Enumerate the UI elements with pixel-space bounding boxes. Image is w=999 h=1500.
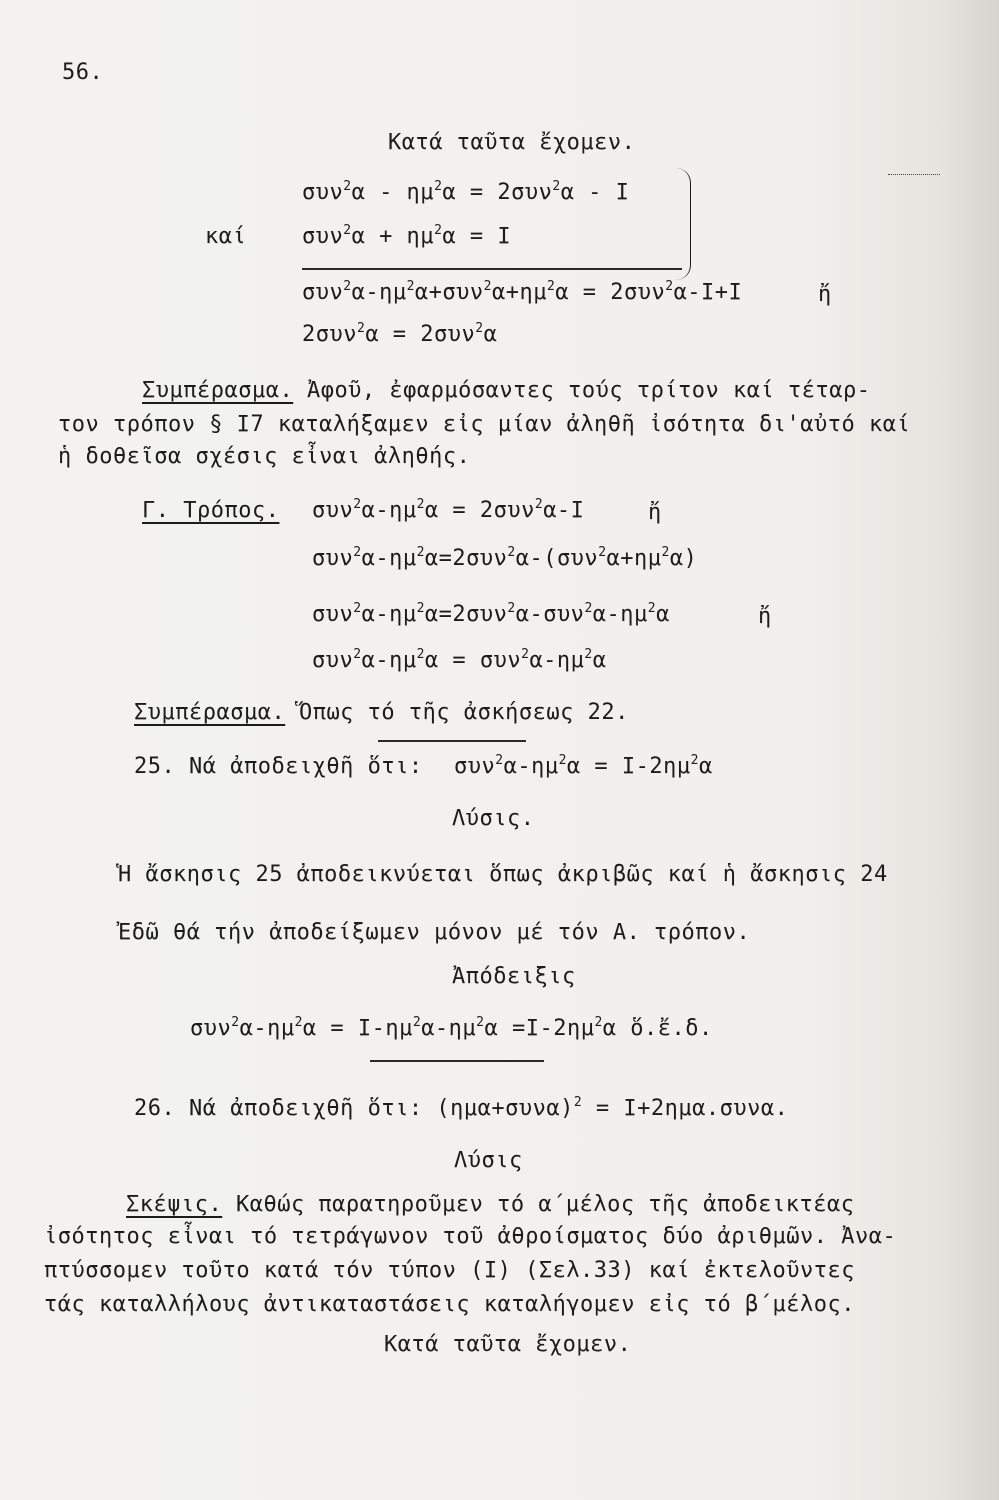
equation-part: α) [669,546,698,571]
equation-part: α-Ι [543,498,585,523]
intro-line-1: Κατά ταῦτα ἔχομεν. [388,130,636,155]
equation-1 [302,178,629,208]
exponent: 2 [507,601,516,616]
exponent: 2 [353,497,362,512]
or-word-3: ἤ [758,604,772,629]
equation-part: α + ημ [351,224,435,249]
exponent: 2 [476,1015,485,1030]
equation-part: συν [302,224,344,249]
method-c-equation-1 [312,496,584,526]
conclusion-2-text: Ὅπως τό τῆς ἀσκήσεως 22. [285,700,629,725]
equation-part: α = Ι-ημ [302,1016,413,1041]
exponent: 2 [690,753,699,768]
equation-part: α=2συν [424,602,508,627]
equation-part: α = 2συν [442,180,553,205]
method-c-label: Γ. Τρόπος. [142,498,280,523]
equation-part: α = 2συν [424,498,535,523]
solution-heading-2: Λύσις [454,1148,523,1173]
equation-part: α-ημ [361,648,417,673]
conclusion-2-label: Συμπέρασμα. [134,700,286,725]
exponent: 2 [647,601,657,616]
exponent: 2 [416,601,425,616]
exponent: 2 [483,279,492,294]
equation-part: α [483,322,498,347]
exponent: 2 [412,1015,422,1030]
equation-part: α = 2συν [365,322,476,347]
equation-part: α = Ι [442,224,512,249]
equation-part: α-Ι+Ι [673,280,743,305]
exponent: 2 [406,279,415,294]
exponent: 2 [665,279,674,294]
system-brace [676,168,691,280]
equation-part: α-ημ [529,648,585,673]
exponent: 2 [231,1015,240,1030]
exponent: 2 [353,601,362,616]
and-word: καί [205,224,247,249]
exponent: 2 [475,321,484,336]
equation-part: συν [302,280,344,305]
conclusion-text: Ἀφοῦ, ἐφαρμόσαντες τούς τρίτον καί τέταρ- [293,378,871,403]
exponent: 2 [558,753,567,768]
equation-part: α - ημ [351,180,435,205]
equation-part: α-συν [515,602,585,627]
exercise-26-text: 26. Νά ἀποδειχθῆ ὅτι: (ημα+συνα) [134,1096,574,1121]
equation-2 [302,222,511,252]
equation-part: α [698,754,713,779]
reasoning-line-2: ἰσότητος εἶναι τό τετράγωνον τοῦ ἀθροίσματος δύο ἀριθμῶν. Ἀνα- [44,1224,897,1249]
exponent: 2 [343,223,352,238]
proof-heading: Ἀπόδειξις [452,964,576,989]
reasoning-line-1 [126,1190,855,1220]
exponent: 2 [598,545,607,560]
closing-line: Κατά ταῦτα ἔχομεν. [384,1332,632,1357]
exponent: 2 [343,179,352,194]
page-number: 56. [62,60,104,85]
exponent: 2 [661,545,670,560]
equation-4 [302,320,497,350]
exercise-26-rest: = Ι+2ημα.συνα. [582,1096,789,1121]
exponent: 2 [356,321,366,336]
equation-part: συν [312,546,354,571]
equation-part: συν [454,754,496,779]
equation-part: 2συν [302,322,357,347]
method-c-heading [142,496,279,526]
equation-part: α-ημ [361,498,417,523]
equation-part: α = Ι-2ημ [566,754,691,779]
or-word-2: ἤ [648,500,662,525]
exponent: 2 [507,545,516,560]
exponent: 2 [353,647,362,662]
conclusion-1-line-2: τον τρόπον § Ι7 καταλήξαμεν εἰς μίαν ἀληθῆ ἰσότητα δι'αὐτό καί [58,412,911,437]
equation-part: α+ημ [606,546,662,571]
exponent: 2 [584,647,593,662]
exponent: 2 [343,279,352,294]
equation-part: συν [302,180,344,205]
exercise-26-title [134,1094,788,1124]
dotted-mark [888,174,940,175]
conclusion-1-line-3: ἡ δοθεῖσα σχέσις εἶναι ἀληθής. [58,444,471,469]
equation-part: α-ημ [239,1016,295,1041]
exponent: 2 [495,753,504,768]
equation-part: α+ημ [491,280,547,305]
exercise-26-exponent: 2 [573,1095,583,1110]
equation-part: α [656,602,670,627]
solution-heading-1: Λύσις. [452,806,535,831]
equation-part: α =Ι-2ημ [484,1016,595,1041]
equation-part: συν [190,1016,232,1041]
equation-part: α ὅ.ἔ.δ. [602,1016,713,1041]
sum-rule [302,268,682,270]
conclusion-label: Συμπέρασμα. [142,378,294,403]
equation-part: α+συν [414,280,484,305]
method-c-equation-2 [312,544,697,574]
exponent: 2 [353,545,362,560]
exercise-25-text-2: Ἐδῶ θά τήν ἀποδείξωμεν μόνον μέ τόν Α. τρόπον. [118,920,751,945]
exponent: 2 [294,1015,303,1030]
exponent: 2 [594,1015,603,1030]
equation-part: α - Ι [560,180,630,205]
equation-part: α-(συν [515,546,599,571]
exponent: 2 [552,179,561,194]
equation-3 [302,278,742,308]
equation-part: α-ημ [351,280,407,305]
reasoning-line-4: τάς καταλλήλους ἀντικαταστάσεις καταλήγομεν εἰς τό β΄μέλος. [44,1292,855,1317]
equation-part: συν [312,602,354,627]
equation-part: α = 2συν [555,280,666,305]
equation-part: α-ημ [503,754,559,779]
equation-part: α-ημ [421,1016,477,1041]
exponent: 2 [434,179,443,194]
exercise-25-title: 25. Νά ἀποδειχθῆ ὅτι: [134,754,423,779]
equation-part: α=2συν [424,546,508,571]
equation-part: α-ημ [361,546,417,571]
exponent: 2 [416,545,425,560]
conclusion-1-line-1 [142,376,871,406]
exponent: 2 [416,497,425,512]
exponent: 2 [434,223,443,238]
method-c-equation-4 [312,646,607,676]
reasoning-line-3: πτύσσομεν τοῦτο κατά τόν τύπον (Ι) (Σελ.33) καί ἐκτελοῦντες [44,1258,855,1283]
separator-2 [370,1060,544,1062]
conclusion-2 [134,698,629,728]
reasoning-label: Σκέψις. [126,1192,223,1217]
equation-part: συν [312,498,354,523]
exercise-25-text-1: Ἡ ἄσκησις 25 ἀποδεικνύεται ὅπως ἀκριβῶς καί ἡ ἄσκησις 24 [118,862,888,887]
separator-1 [378,740,526,742]
proof-equation [190,1014,713,1044]
equation-part: α-ημ [592,602,648,627]
exponent: 2 [521,647,530,662]
or-word-1: ἤ [818,282,832,307]
exponent: 2 [534,497,544,512]
exponent: 2 [546,279,556,294]
equation-part: α-ημ [361,602,417,627]
method-c-equation-3 [312,600,670,630]
equation-part: συν [312,648,354,673]
reasoning-text: Καθώς παρατηροῦμεν τό α΄μέλος τῆς ἀποδεικτέας [222,1192,855,1217]
exercise-25-equation [454,752,713,782]
equation-part: α [592,648,607,673]
exponent: 2 [584,601,593,616]
equation-part: α = συν [424,648,522,673]
exponent: 2 [416,647,425,662]
